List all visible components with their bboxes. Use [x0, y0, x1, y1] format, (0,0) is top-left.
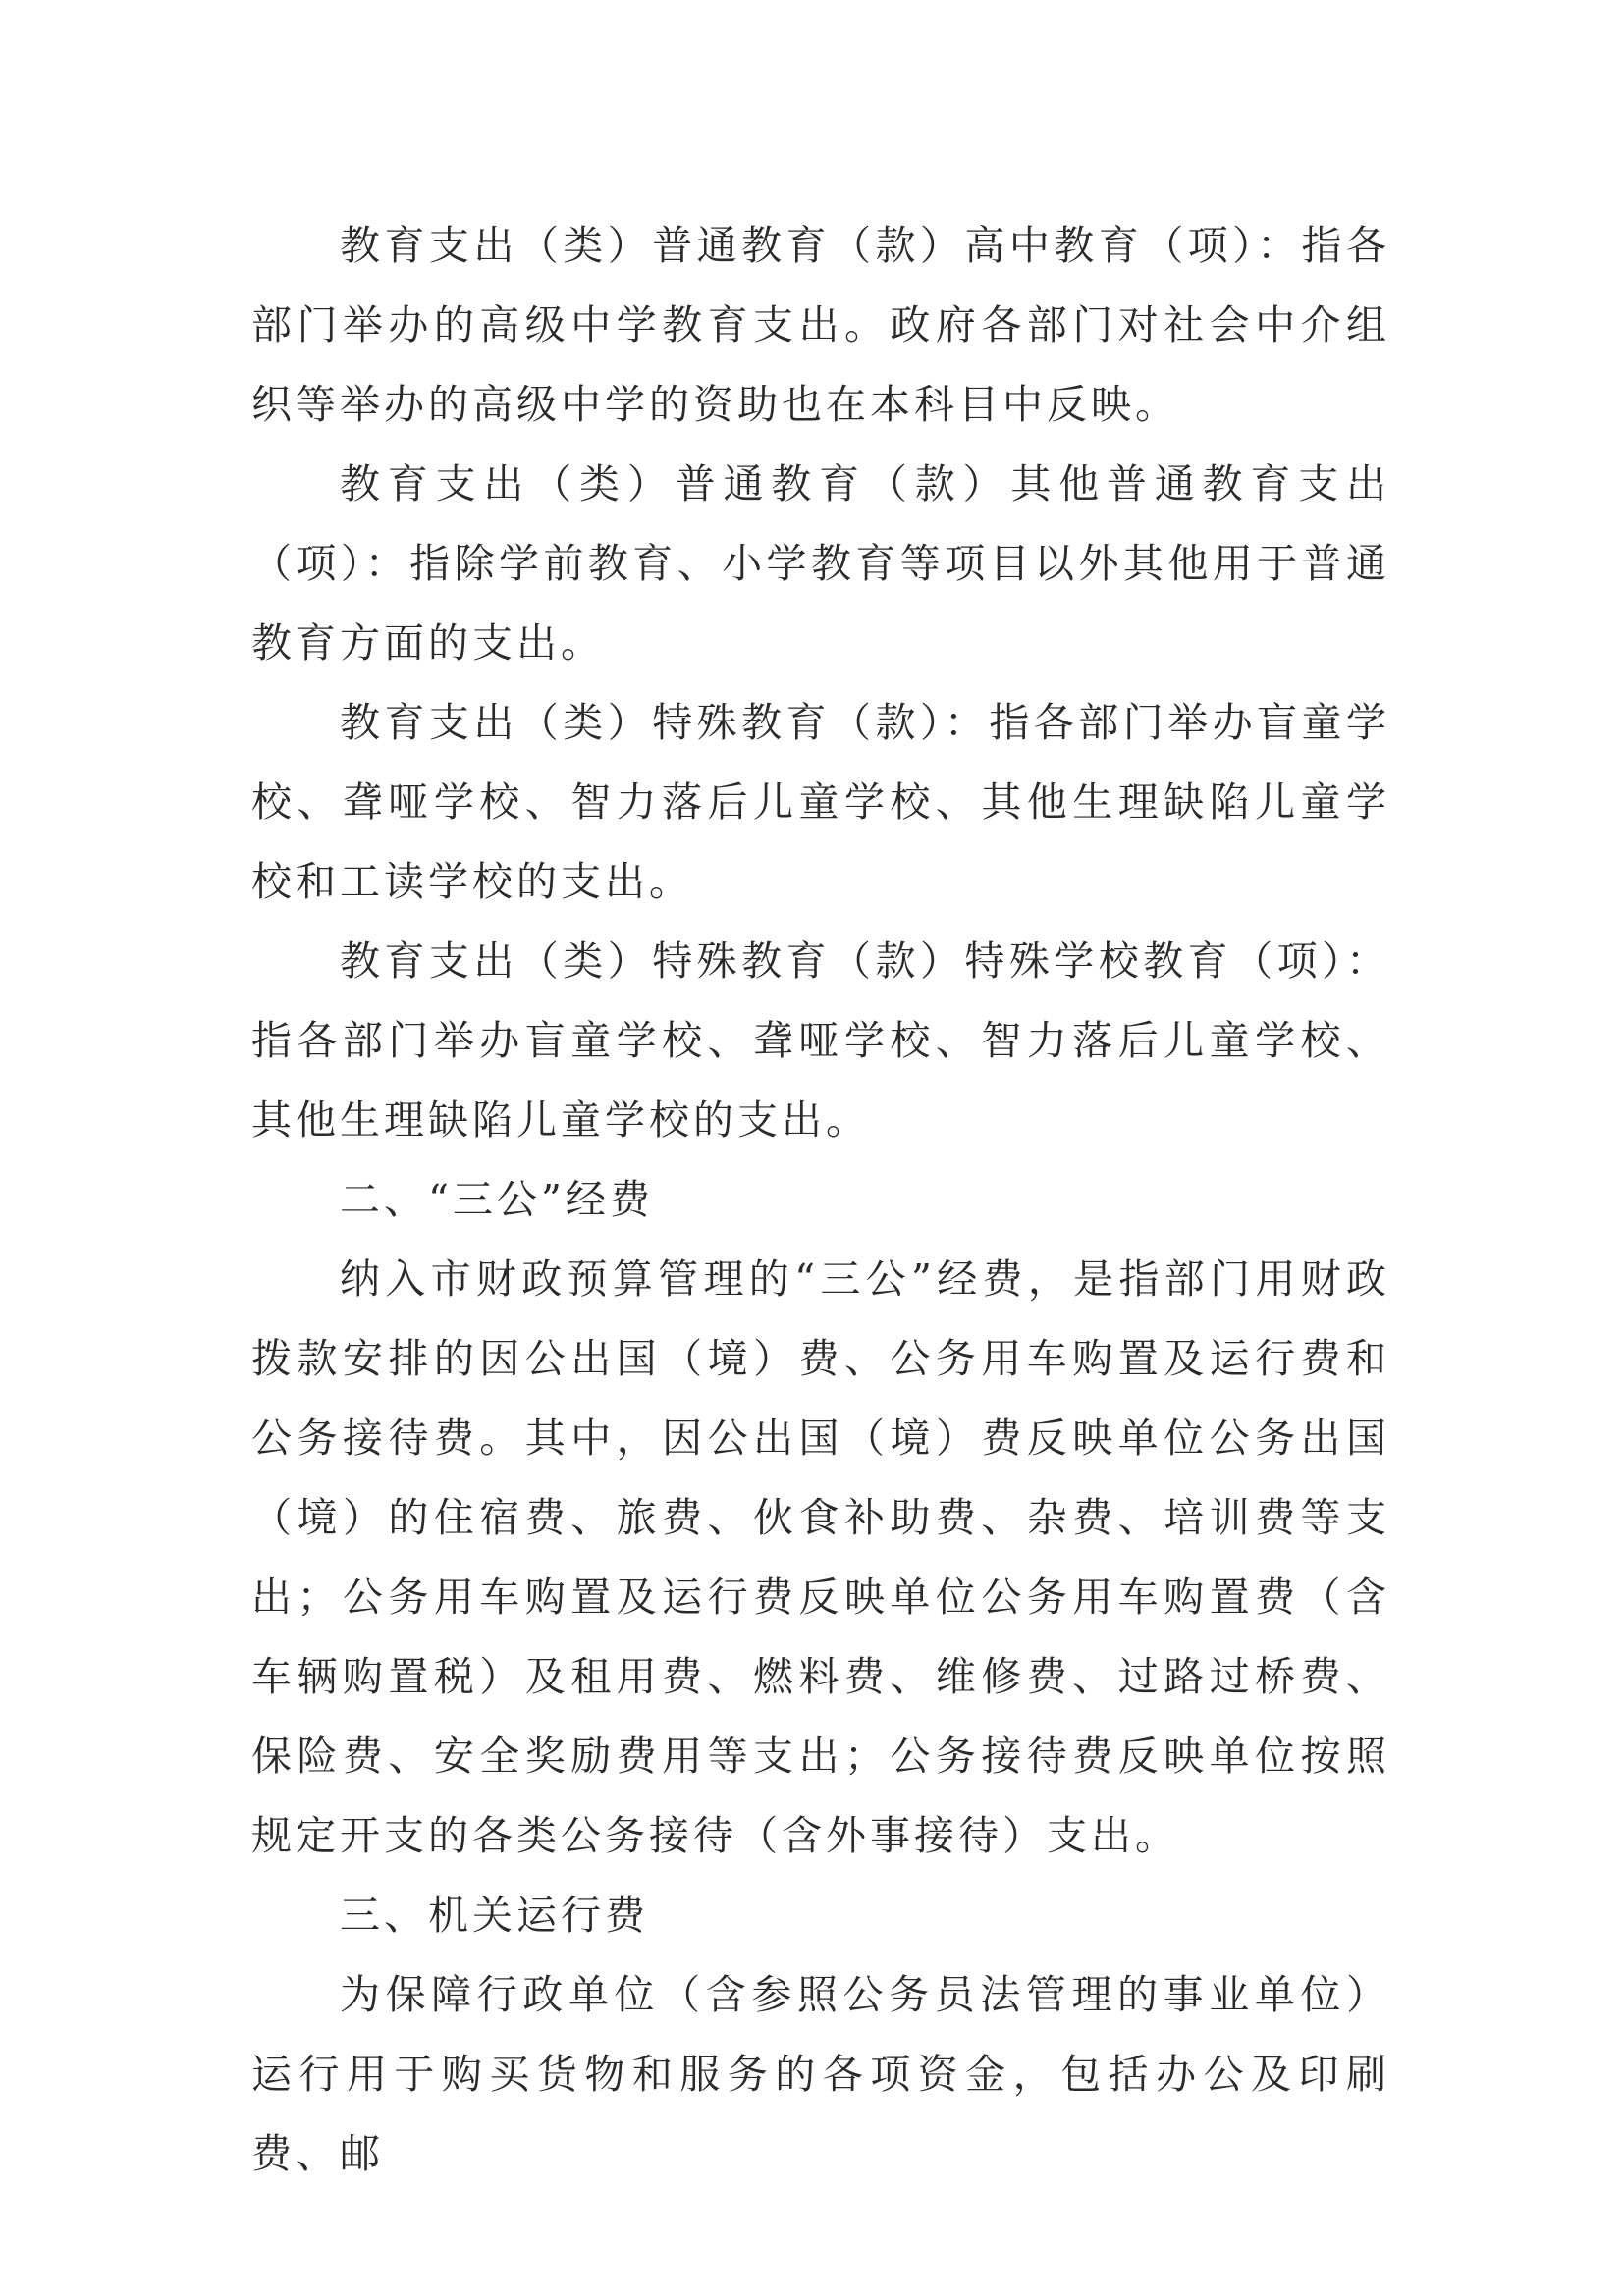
paragraph-special-education: 教育支出（类）特殊教育（款）：指各部门举办盲童学校、聋哑学校、智力落后儿童学校、其他生理缺陷儿童学校和工读学校的支出。 [251, 699, 1390, 905]
paragraph-agency-operating-costs: 为保障行政单位（含参照公务员法管理的事业单位）运行用于购买货物和服务的各项资金，包括办公及印刷费、邮 [251, 1971, 1390, 2177]
section-heading-three-public-expenses: 二、“三公”经费 [340, 1176, 654, 1223]
document-body [251, 206, 1390, 2194]
paragraph-special-school-education: 教育支出（类）特殊教育（款）特殊学校教育（项）：指各部门举办盲童学校、聋哑学校、智力落后儿童学校、其他生理缺陷儿童学校的支出。 [251, 937, 1390, 1144]
paragraph-three-public-expenses: 纳入市财政预算管理的“三公”经费，是指部门用财政拨款安排的因公出国（境）费、公务用车购置及运行费和公务接待费。其中，因公出国（境）费反映单位公务出国（境）的住宿费、旅费、伙食补助费、杂费、培训费等支出；公务用车购置及运行费反映单位公务用车购置费（含车辆购置税）及租用费、燃料费、维修费、过路过桥费、保险费、安全奖励费用等支出；公务接待费反映单位按照规定开支的各类公务接待（含外事接待）支出。 [251, 1255, 1390, 1859]
paragraph-high-school-education: 教育支出（类）普通教育（款）高中教育（项）：指各部门举办的高级中学教育支出。政府各部门对社会中介组织等举办的高级中学的资助也在本科目中反映。 [251, 222, 1390, 428]
section-heading-agency-operating-costs: 三、机关运行费 [340, 1892, 649, 1939]
paragraph-other-general-education: 教育支出（类）普通教育（款）其他普通教育支出（项）：指除学前教育、小学教育等项目以外其他用于普通教育方面的支出。 [251, 460, 1390, 667]
